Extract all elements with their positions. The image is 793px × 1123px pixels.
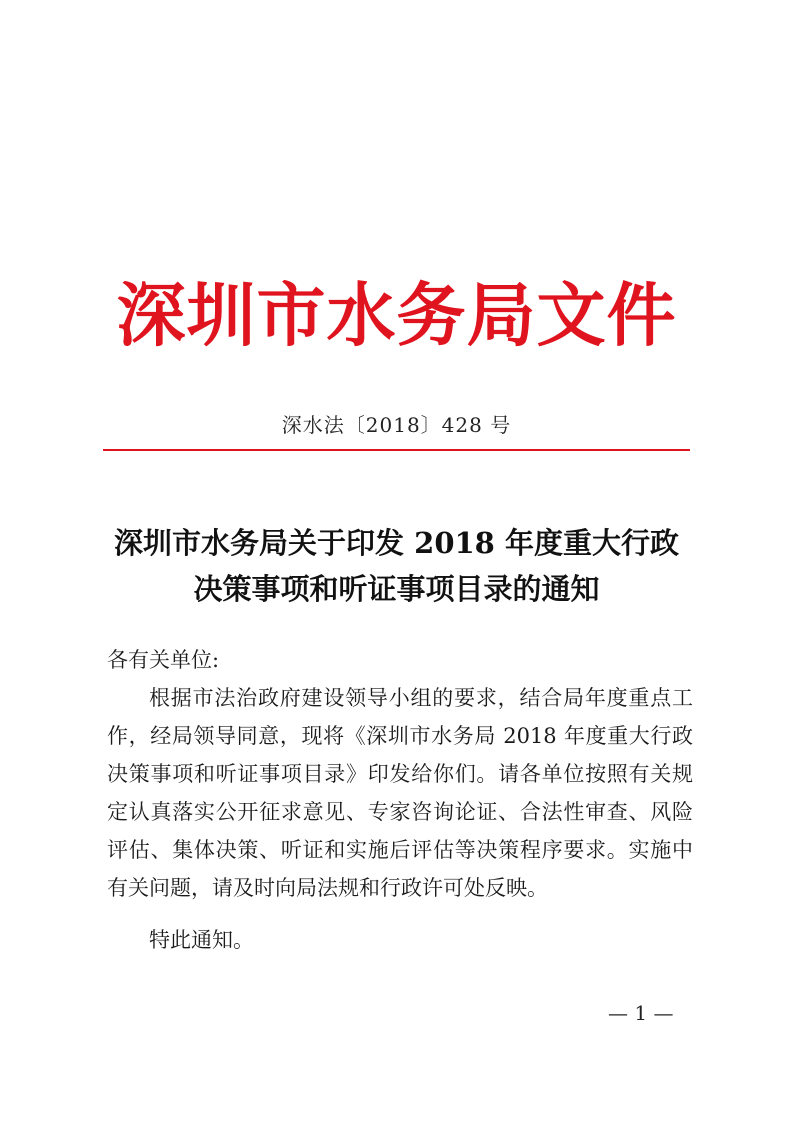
document-title-line-1: 深圳市水务局关于印发 2018 年度重大行政 [114, 526, 679, 560]
document-number: 深水法〔2018〕428 号 [281, 413, 512, 437]
document-title-line-2: 决策事项和听证事项目录的通知 [193, 572, 600, 606]
page-number: — 1 — [608, 1001, 674, 1025]
red-divider-line [103, 449, 690, 451]
body-paragraph: 根据市法治政府建设领导小组的要求，结合局年度重点工作，经局领导同意，现将《深圳市水务局 2018 年度重大行政决策事项和听证事项目录》印发给你们。请各单位按照有关规定认真落实公开征求意见、专家咨询论证、合法性审查、风险评估、集体决策、听证和实施后评估等决策程序要求。实施中有关问题，请及时向局法规和行政许可处反映。 [107, 686, 693, 900]
document-masthead: 深圳市水务局文件 [116, 275, 677, 356]
document-title [100, 520, 693, 612]
salutation: 各有关单位: [107, 648, 220, 672]
closing-line: 特此通知。 [149, 928, 254, 952]
